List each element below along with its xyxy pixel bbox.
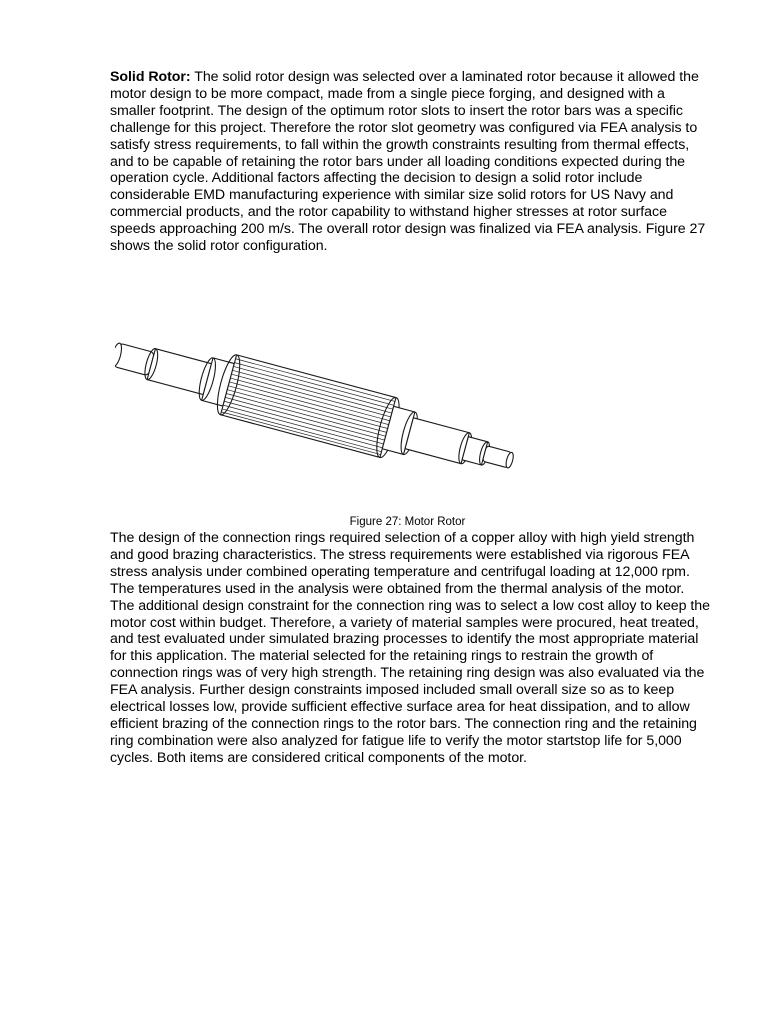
solid-rotor-paragraph [110,69,710,255]
connection-rings-paragraph: The design of the connection rings required selection of a copper alloy with high yield strength and good brazing characteristics. The stress requirements were established via rigorous FEA stress analysis under combined operating temperature and centrifugal loading at 12,000 rpm. The temperatures used in the analysis were obtained from the thermal analysis of the motor. The additional design constraint for the connection ring was to select a low cost alloy to keep the motor cost within budget. Therefore, a variety of material samples were procured, heat treated, and test evaluated under simulated brazing processes to identify the most appropriate material for this application. The material selected for the retaining rings to restrain the growth of connection rings was of very high strength. The retaining ring design was also evaluated via the FEA analysis. Further design constraints imposed included small overall size so as to keep electrical losses low, provide sufficient effective surface area for heat dissipation, and to allow efficient brazing of the connection rings to the rotor bars. The connection ring and the retaining ring combination were also analyzed for fatigue life to verify the motor startstop life for 5,000 cycles. Both items are considered critical components of the motor. [110,530,710,766]
figure-caption: Figure 27: Motor Rotor [349,516,466,528]
motor-rotor-drawing [115,325,545,500]
motor-rotor-figure [115,325,545,500]
paragraph-body-text: The solid rotor design was selected over a laminated rotor because it allowed the motor design to be more compact, made from a single piece forging, and designed with a smaller footprint. The design of the optimum rotor slots to insert the rotor bars was a specific challenge for this project. Therefore the rotor slot geometry was configured via FEA analysis to satisfy stress requirements, to fall within the growth constraints resulting from thermal effects, and to be capable of retaining the rotor bars under all loading conditions expected during the operation cycle. Additional factors affecting the decision to design a solid rotor include considerable EMD manufacturing experience with similar size solid rotors for US Navy and commercial products, and the rotor capability to withstand higher stresses at rotor surface speeds approaching 200 m/s. The overall rotor design was finalized via FEA analysis. Figure 27 shows the solid rotor configuration. [110,69,706,255]
rotor-right-journal [405,418,469,464]
paragraph-lead-heading: Solid Rotor: [110,69,191,85]
rotor-left-journal [147,349,211,395]
